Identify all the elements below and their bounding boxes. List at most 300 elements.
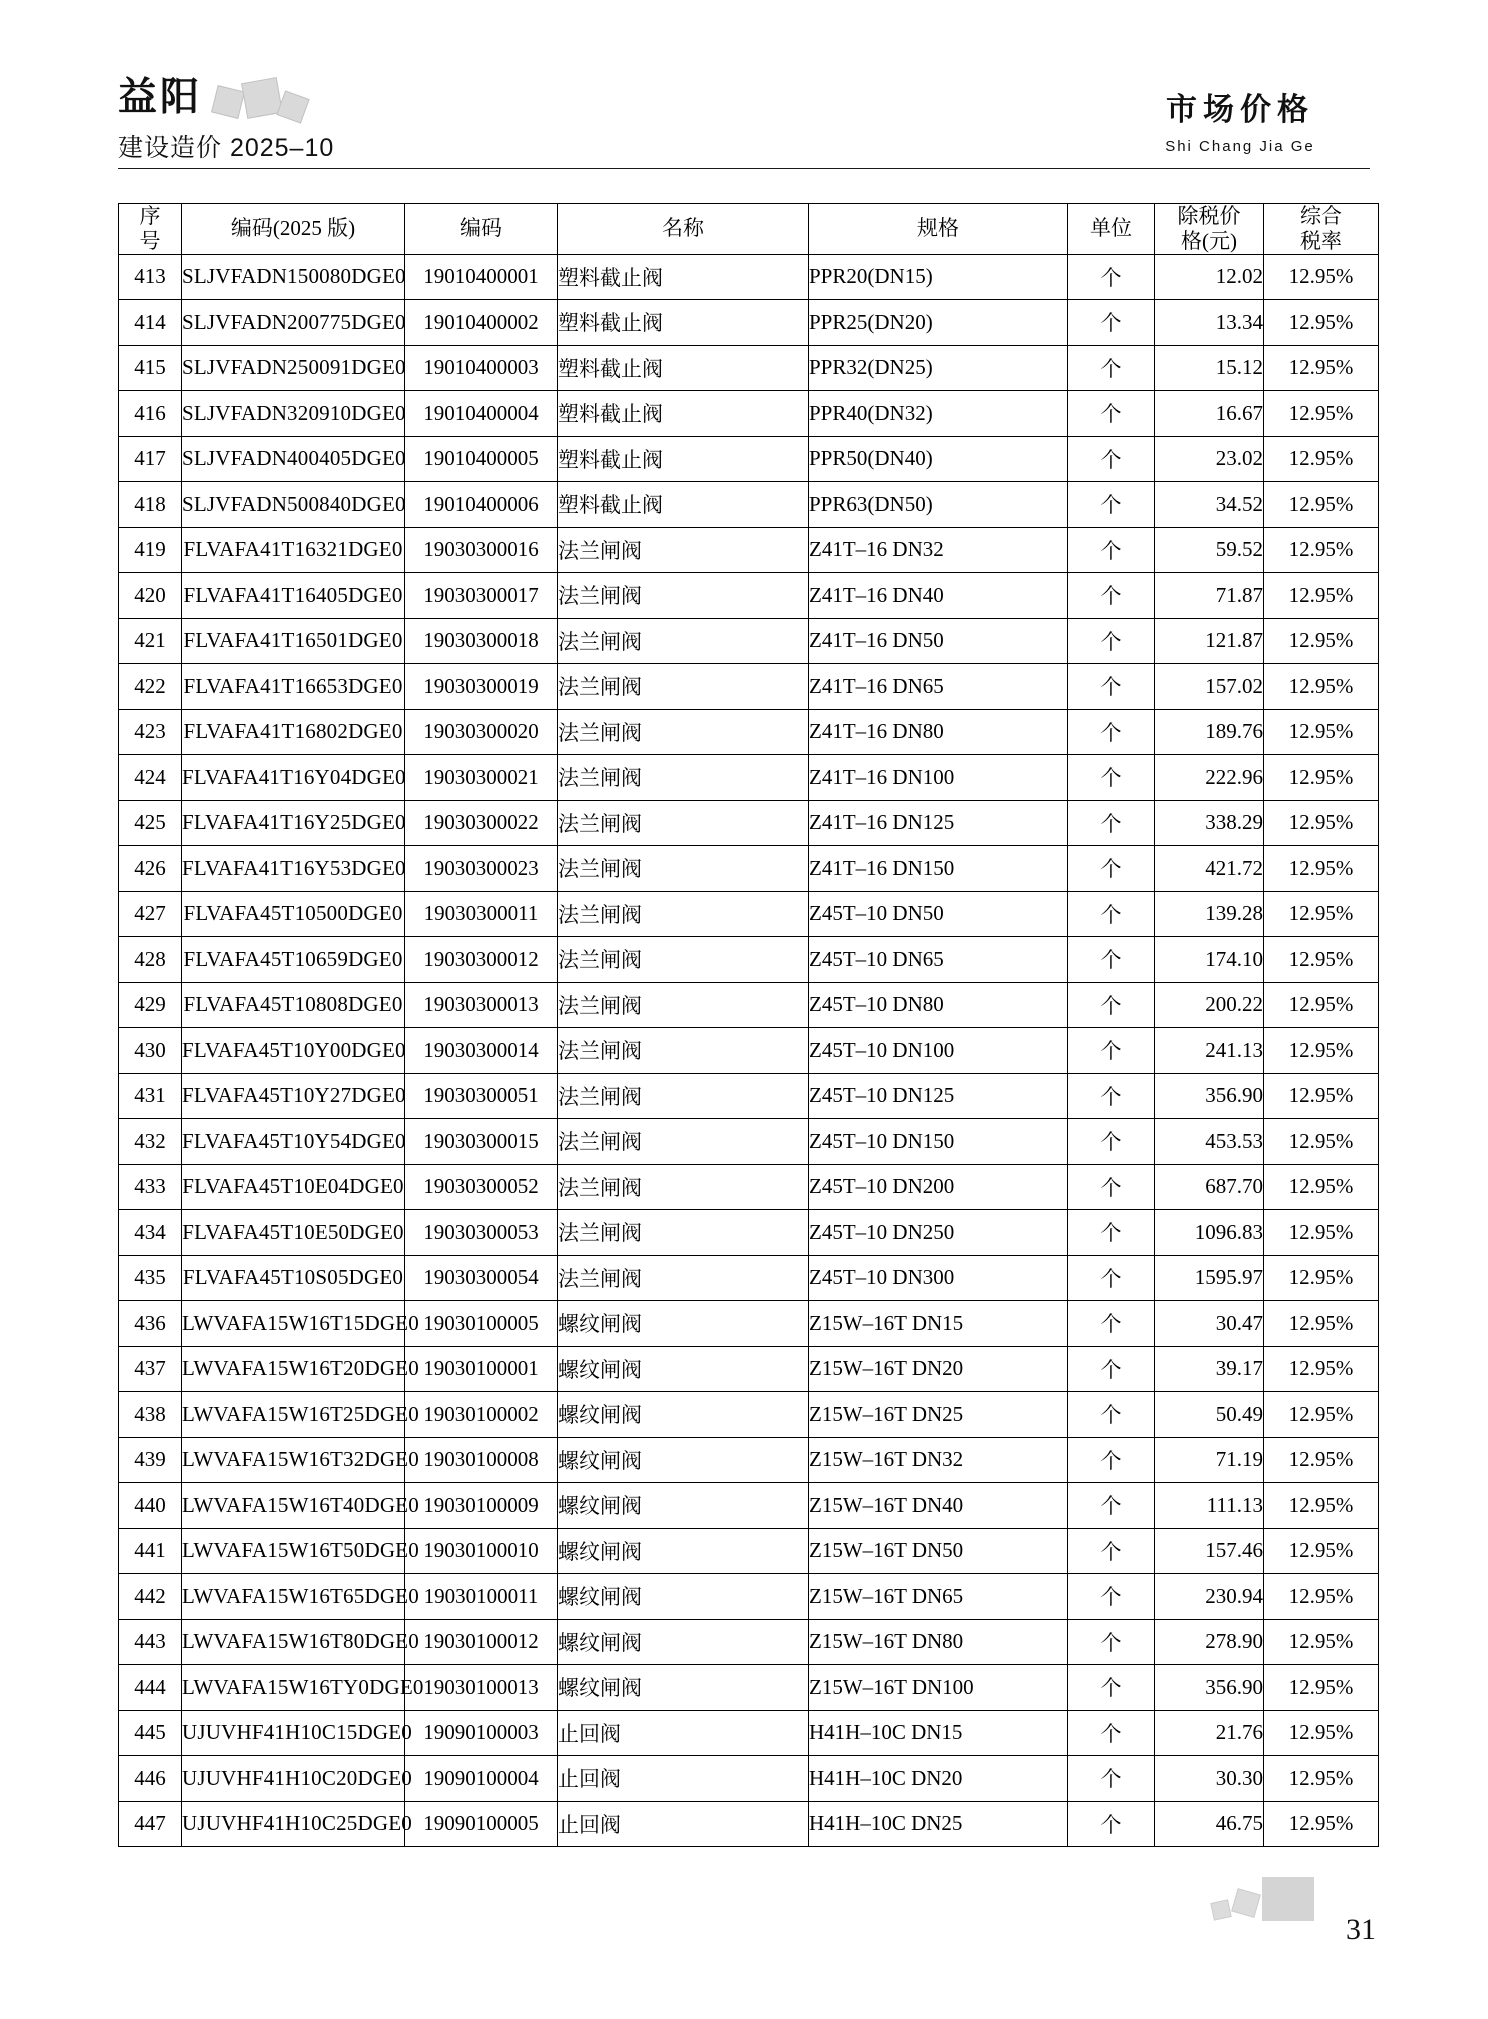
cell-name: 塑料截止阀 [558, 300, 809, 346]
cell-tax-rate: 12.95% [1264, 846, 1379, 892]
page-number: 31 [1346, 1913, 1376, 1946]
cell-index: 419 [119, 527, 182, 573]
table-header [119, 204, 1379, 255]
cell-code2025: LWVAFA15W16T40DGE0 [182, 1483, 405, 1529]
cell-code: 19030100011 [405, 1574, 558, 1620]
cell-unit: 个 [1068, 1574, 1155, 1620]
cell-code2025: FLVAFA41T16501DGE0 [182, 618, 405, 664]
cell-spec: Z15W–16T DN80 [809, 1619, 1068, 1665]
cell-code2025: FLVAFA41T16653DGE0 [182, 664, 405, 710]
cell-index: 426 [119, 846, 182, 892]
table-row [119, 1665, 1379, 1711]
cell-code2025: LWVAFA15W16T25DGE0 [182, 1392, 405, 1438]
cell-code: 19010400002 [405, 300, 558, 346]
cell-code: 19090100005 [405, 1801, 558, 1847]
cell-code: 19030300052 [405, 1164, 558, 1210]
cell-spec: Z41T–16 DN65 [809, 664, 1068, 710]
cell-index: 441 [119, 1528, 182, 1574]
table-row [119, 1210, 1379, 1256]
footer-diamond-small-icon [1210, 1899, 1231, 1920]
cell-code2025: FLVAFA41T16Y04DGE0 [182, 755, 405, 801]
cell-code: 19030100005 [405, 1301, 558, 1347]
cell-code: 19030300022 [405, 800, 558, 846]
cell-tax-rate: 12.95% [1264, 1392, 1379, 1438]
cell-code2025: FLVAFA45T10Y00DGE0 [182, 1028, 405, 1074]
cell-code2025: FLVAFA45T10E50DGE0 [182, 1210, 405, 1256]
cell-name: 法兰闸阀 [558, 573, 809, 619]
cell-index: 443 [119, 1619, 182, 1665]
cell-unit: 个 [1068, 1255, 1155, 1301]
cell-price: 30.47 [1155, 1301, 1264, 1347]
cell-name: 法兰闸阀 [558, 1164, 809, 1210]
cell-unit: 个 [1068, 1119, 1155, 1165]
cell-tax-rate: 12.95% [1264, 1619, 1379, 1665]
cell-spec: Z45T–10 DN65 [809, 937, 1068, 983]
cell-unit: 个 [1068, 1437, 1155, 1483]
table-row [119, 891, 1379, 937]
cell-code: 19030300020 [405, 709, 558, 755]
cell-tax-rate: 12.95% [1264, 1437, 1379, 1483]
table-row [119, 1301, 1379, 1347]
cell-index: 439 [119, 1437, 182, 1483]
cell-code: 19030300013 [405, 982, 558, 1028]
footer-block-decoration [1262, 1877, 1314, 1921]
cell-index: 432 [119, 1119, 182, 1165]
cell-index: 434 [119, 1210, 182, 1256]
cell-spec: Z41T–16 DN125 [809, 800, 1068, 846]
cell-price: 23.02 [1155, 436, 1264, 482]
cell-name: 法兰闸阀 [558, 527, 809, 573]
cell-name: 法兰闸阀 [558, 846, 809, 892]
table-row [119, 1483, 1379, 1529]
page-header [118, 78, 1370, 170]
cell-tax-rate: 12.95% [1264, 1483, 1379, 1529]
cell-unit: 个 [1068, 755, 1155, 801]
table-row [119, 1346, 1379, 1392]
table-row [119, 345, 1379, 391]
column-header-index: 序 号 [119, 204, 182, 255]
cell-name: 螺纹闸阀 [558, 1346, 809, 1392]
cell-tax-rate: 12.95% [1264, 1301, 1379, 1347]
cell-code2025: FLVAFA45T10Y54DGE0 [182, 1119, 405, 1165]
cell-code2025: FLVAFA41T16Y53DGE0 [182, 846, 405, 892]
cell-name: 止回阀 [558, 1801, 809, 1847]
cell-index: 418 [119, 482, 182, 528]
cell-unit: 个 [1068, 254, 1155, 300]
cell-tax-rate: 12.95% [1264, 345, 1379, 391]
cell-name: 塑料截止阀 [558, 254, 809, 300]
cell-code2025: UJUVHF41H10C25DGE0 [182, 1801, 405, 1847]
table-row [119, 254, 1379, 300]
cell-unit: 个 [1068, 482, 1155, 528]
price-table-container [118, 203, 1370, 1847]
cell-index: 416 [119, 391, 182, 437]
cell-code2025: FLVAFA45T10659DGE0 [182, 937, 405, 983]
cell-tax-rate: 12.95% [1264, 755, 1379, 801]
cell-code2025: LWVAFA15W16T65DGE0 [182, 1574, 405, 1620]
cell-code: 19030100002 [405, 1392, 558, 1438]
column-header-unit: 单位 [1068, 204, 1155, 255]
cell-index: 414 [119, 300, 182, 346]
cell-code2025: FLVAFA45T10Y27DGE0 [182, 1073, 405, 1119]
cell-unit: 个 [1068, 573, 1155, 619]
table-row [119, 846, 1379, 892]
cell-unit: 个 [1068, 1301, 1155, 1347]
table-row [119, 1756, 1379, 1802]
table-row [119, 1528, 1379, 1574]
cell-index: 427 [119, 891, 182, 937]
brand-right [1110, 84, 1370, 155]
cell-spec: Z15W–16T DN50 [809, 1528, 1068, 1574]
page-footer [1176, 1877, 1376, 1957]
cell-price: 1595.97 [1155, 1255, 1264, 1301]
cell-unit: 个 [1068, 527, 1155, 573]
cell-tax-rate: 12.95% [1264, 1028, 1379, 1074]
cell-code: 19010400001 [405, 254, 558, 300]
cell-index: 437 [119, 1346, 182, 1392]
cell-unit: 个 [1068, 1028, 1155, 1074]
cell-code: 19030300053 [405, 1210, 558, 1256]
cell-code: 19030100009 [405, 1483, 558, 1529]
cell-spec: PPR20(DN15) [809, 254, 1068, 300]
cell-index: 425 [119, 800, 182, 846]
cell-code: 19030100008 [405, 1437, 558, 1483]
cell-code2025: SLJVFADN400405DGE0 [182, 436, 405, 482]
cell-spec: Z15W–16T DN100 [809, 1665, 1068, 1711]
cell-price: 21.76 [1155, 1710, 1264, 1756]
cell-index: 417 [119, 436, 182, 482]
cell-price: 1096.83 [1155, 1210, 1264, 1256]
cell-code2025: LWVAFA15W16T32DGE0 [182, 1437, 405, 1483]
cell-code2025: SLJVFADN150080DGE0 [182, 254, 405, 300]
table-row [119, 391, 1379, 437]
cell-price: 356.90 [1155, 1665, 1264, 1711]
cell-index: 421 [119, 618, 182, 664]
cell-name: 止回阀 [558, 1756, 809, 1802]
cell-spec: Z41T–16 DN100 [809, 755, 1068, 801]
cell-spec: Z15W–16T DN65 [809, 1574, 1068, 1620]
cell-price: 241.13 [1155, 1028, 1264, 1074]
cell-spec: PPR25(DN20) [809, 300, 1068, 346]
decorative-diamonds-icon [214, 80, 334, 124]
table-row [119, 709, 1379, 755]
table-row [119, 1710, 1379, 1756]
cell-spec: H41H–10C DN20 [809, 1756, 1068, 1802]
cell-name: 止回阀 [558, 1710, 809, 1756]
table-row [119, 300, 1379, 346]
column-header-name: 名称 [558, 204, 809, 255]
cell-tax-rate: 12.95% [1264, 1164, 1379, 1210]
cell-unit: 个 [1068, 436, 1155, 482]
cell-code: 19030100013 [405, 1665, 558, 1711]
cell-code2025: LWVAFA15W16T50DGE0 [182, 1528, 405, 1574]
cell-unit: 个 [1068, 1710, 1155, 1756]
cell-price: 157.46 [1155, 1528, 1264, 1574]
cell-price: 222.96 [1155, 755, 1264, 801]
cell-name: 螺纹闸阀 [558, 1665, 809, 1711]
cell-name: 法兰闸阀 [558, 1028, 809, 1074]
cell-tax-rate: 12.95% [1264, 300, 1379, 346]
cell-unit: 个 [1068, 1665, 1155, 1711]
cell-code2025: FLVAFA41T16405DGE0 [182, 573, 405, 619]
cell-tax-rate: 12.95% [1264, 1346, 1379, 1392]
cell-unit: 个 [1068, 1756, 1155, 1802]
price-table [118, 203, 1379, 1847]
cell-code: 19030300023 [405, 846, 558, 892]
cell-code: 19030300011 [405, 891, 558, 937]
table-row [119, 755, 1379, 801]
cell-spec: Z45T–10 DN50 [809, 891, 1068, 937]
cell-spec: Z45T–10 DN200 [809, 1164, 1068, 1210]
cell-index: 447 [119, 1801, 182, 1847]
cell-index: 431 [119, 1073, 182, 1119]
cell-name: 法兰闸阀 [558, 664, 809, 710]
cell-unit: 个 [1068, 345, 1155, 391]
cell-name: 法兰闸阀 [558, 891, 809, 937]
cell-name: 螺纹闸阀 [558, 1392, 809, 1438]
cell-price: 453.53 [1155, 1119, 1264, 1165]
cell-unit: 个 [1068, 1483, 1155, 1529]
column-header-spec: 规格 [809, 204, 1068, 255]
cell-code2025: UJUVHF41H10C15DGE0 [182, 1710, 405, 1756]
cell-name: 塑料截止阀 [558, 345, 809, 391]
cell-index: 429 [119, 982, 182, 1028]
cell-code2025: FLVAFA45T10808DGE0 [182, 982, 405, 1028]
cell-price: 39.17 [1155, 1346, 1264, 1392]
cell-unit: 个 [1068, 891, 1155, 937]
cell-spec: H41H–10C DN25 [809, 1801, 1068, 1847]
cell-tax-rate: 12.95% [1264, 527, 1379, 573]
cell-index: 430 [119, 1028, 182, 1074]
publication-city: 益阳 [118, 76, 203, 119]
cell-tax-rate: 12.95% [1264, 664, 1379, 710]
table-row [119, 1073, 1379, 1119]
cell-spec: Z15W–16T DN20 [809, 1346, 1068, 1392]
table-row [119, 1392, 1379, 1438]
cell-index: 428 [119, 937, 182, 983]
cell-unit: 个 [1068, 1392, 1155, 1438]
cell-price: 46.75 [1155, 1801, 1264, 1847]
cell-unit: 个 [1068, 664, 1155, 710]
cell-code: 19010400006 [405, 482, 558, 528]
cell-index: 413 [119, 254, 182, 300]
cell-index: 435 [119, 1255, 182, 1301]
cell-tax-rate: 12.95% [1264, 391, 1379, 437]
cell-spec: Z45T–10 DN300 [809, 1255, 1068, 1301]
cell-spec: Z45T–10 DN125 [809, 1073, 1068, 1119]
cell-spec: Z41T–16 DN40 [809, 573, 1068, 619]
cell-name: 塑料截止阀 [558, 436, 809, 482]
table-row [119, 800, 1379, 846]
cell-price: 50.49 [1155, 1392, 1264, 1438]
cell-spec: PPR40(DN32) [809, 391, 1068, 437]
cell-code2025: FLVAFA45T10S05DGE0 [182, 1255, 405, 1301]
cell-price: 139.28 [1155, 891, 1264, 937]
cell-name: 法兰闸阀 [558, 937, 809, 983]
table-row [119, 1574, 1379, 1620]
cell-tax-rate: 12.95% [1264, 1255, 1379, 1301]
cell-unit: 个 [1068, 1801, 1155, 1847]
column-header-code: 编码 [405, 204, 558, 255]
cell-index: 438 [119, 1392, 182, 1438]
cell-name: 法兰闸阀 [558, 1210, 809, 1256]
cell-code: 19030300014 [405, 1028, 558, 1074]
cell-price: 34.52 [1155, 482, 1264, 528]
table-row [119, 1801, 1379, 1847]
cell-tax-rate: 12.95% [1264, 1210, 1379, 1256]
cell-code: 19010400004 [405, 391, 558, 437]
cell-code2025: LWVAFA15W16T80DGE0 [182, 1619, 405, 1665]
cell-tax-rate: 12.95% [1264, 573, 1379, 619]
column-header-price: 除税价 格(元) [1155, 204, 1264, 255]
cell-unit: 个 [1068, 1210, 1155, 1256]
cell-price: 30.30 [1155, 1756, 1264, 1802]
cell-code: 19010400003 [405, 345, 558, 391]
cell-price: 687.70 [1155, 1164, 1264, 1210]
cell-spec: Z41T–16 DN50 [809, 618, 1068, 664]
brand-left [118, 78, 538, 164]
cell-name: 塑料截止阀 [558, 391, 809, 437]
cell-code2025: FLVAFA41T16Y25DGE0 [182, 800, 405, 846]
cell-code2025: LWVAFA15W16T20DGE0 [182, 1346, 405, 1392]
section-title: 市场价格 [1166, 92, 1314, 127]
cell-index: 446 [119, 1756, 182, 1802]
cell-code: 19090100004 [405, 1756, 558, 1802]
cell-code2025: SLJVFADN320910DGE0 [182, 391, 405, 437]
cell-price: 338.29 [1155, 800, 1264, 846]
cell-code: 19030300015 [405, 1119, 558, 1165]
cell-tax-rate: 12.95% [1264, 937, 1379, 983]
cell-code: 19030300054 [405, 1255, 558, 1301]
cell-price: 13.34 [1155, 300, 1264, 346]
table-row [119, 982, 1379, 1028]
table-row [119, 1119, 1379, 1165]
cell-unit: 个 [1068, 709, 1155, 755]
cell-price: 230.94 [1155, 1574, 1264, 1620]
cell-tax-rate: 12.95% [1264, 1073, 1379, 1119]
cell-price: 71.87 [1155, 573, 1264, 619]
cell-code2025: LWVAFA15W16TY0DGE0 [182, 1665, 405, 1711]
cell-code2025: LWVAFA15W16T15DGE0 [182, 1301, 405, 1347]
table-row [119, 1255, 1379, 1301]
cell-price: 278.90 [1155, 1619, 1264, 1665]
cell-code: 19030100012 [405, 1619, 558, 1665]
cell-code: 19030300051 [405, 1073, 558, 1119]
cell-tax-rate: 12.95% [1264, 1756, 1379, 1802]
cell-price: 12.02 [1155, 254, 1264, 300]
cell-tax-rate: 12.95% [1264, 1119, 1379, 1165]
cell-tax-rate: 12.95% [1264, 436, 1379, 482]
cell-unit: 个 [1068, 300, 1155, 346]
cell-code2025: FLVAFA45T10500DGE0 [182, 891, 405, 937]
cell-price: 200.22 [1155, 982, 1264, 1028]
cell-code2025: SLJVFADN200775DGE0 [182, 300, 405, 346]
cell-price: 421.72 [1155, 846, 1264, 892]
table-row [119, 618, 1379, 664]
section-title-pinyin: Shi Chang Jia Ge [1165, 138, 1315, 155]
cell-price: 157.02 [1155, 664, 1264, 710]
cell-price: 189.76 [1155, 709, 1264, 755]
cell-spec: PPR63(DN50) [809, 482, 1068, 528]
cell-tax-rate: 12.95% [1264, 982, 1379, 1028]
cell-tax-rate: 12.95% [1264, 618, 1379, 664]
cell-name: 法兰闸阀 [558, 800, 809, 846]
cell-unit: 个 [1068, 982, 1155, 1028]
table-row [119, 1619, 1379, 1665]
cell-index: 415 [119, 345, 182, 391]
cell-index: 445 [119, 1710, 182, 1756]
table-row [119, 527, 1379, 573]
table-row [119, 482, 1379, 528]
cell-index: 436 [119, 1301, 182, 1347]
cell-price: 121.87 [1155, 618, 1264, 664]
cell-name: 法兰闸阀 [558, 709, 809, 755]
cell-code2025: FLVAFA41T16802DGE0 [182, 709, 405, 755]
table-header-row [119, 204, 1379, 255]
cell-code2025: FLVAFA45T10E04DGE0 [182, 1164, 405, 1210]
column-header-code2025: 编码(2025 版) [182, 204, 405, 255]
cell-name: 法兰闸阀 [558, 1255, 809, 1301]
cell-code2025: UJUVHF41H10C20DGE0 [182, 1756, 405, 1802]
cell-price: 16.67 [1155, 391, 1264, 437]
cell-code2025: FLVAFA41T16321DGE0 [182, 527, 405, 573]
cell-index: 423 [119, 709, 182, 755]
table-row [119, 1164, 1379, 1210]
cell-spec: PPR32(DN25) [809, 345, 1068, 391]
cell-code2025: SLJVFADN250091DGE0 [182, 345, 405, 391]
cell-spec: Z41T–16 DN80 [809, 709, 1068, 755]
cell-tax-rate: 12.95% [1264, 482, 1379, 528]
table-row [119, 1028, 1379, 1074]
cell-name: 法兰闸阀 [558, 1119, 809, 1165]
cell-price: 59.52 [1155, 527, 1264, 573]
cell-price: 15.12 [1155, 345, 1264, 391]
cell-unit: 个 [1068, 1619, 1155, 1665]
cell-unit: 个 [1068, 1073, 1155, 1119]
cell-spec: H41H–10C DN15 [809, 1710, 1068, 1756]
cell-tax-rate: 12.95% [1264, 709, 1379, 755]
table-row [119, 1437, 1379, 1483]
cell-index: 420 [119, 573, 182, 619]
cell-tax-rate: 12.95% [1264, 1665, 1379, 1711]
cell-spec: Z15W–16T DN25 [809, 1392, 1068, 1438]
cell-index: 422 [119, 664, 182, 710]
cell-name: 螺纹闸阀 [558, 1528, 809, 1574]
cell-tax-rate: 12.95% [1264, 1710, 1379, 1756]
cell-name: 螺纹闸阀 [558, 1619, 809, 1665]
cell-index: 440 [119, 1483, 182, 1529]
cell-price: 111.13 [1155, 1483, 1264, 1529]
cell-code: 19030300019 [405, 664, 558, 710]
cell-name: 塑料截止阀 [558, 482, 809, 528]
cell-spec: Z41T–16 DN150 [809, 846, 1068, 892]
cell-name: 法兰闸阀 [558, 618, 809, 664]
cell-spec: Z15W–16T DN15 [809, 1301, 1068, 1347]
cell-code: 19010400005 [405, 436, 558, 482]
table-row [119, 937, 1379, 983]
cell-code2025: SLJVFADN500840DGE0 [182, 482, 405, 528]
cell-tax-rate: 12.95% [1264, 891, 1379, 937]
cell-spec: Z45T–10 DN150 [809, 1119, 1068, 1165]
cell-unit: 个 [1068, 1528, 1155, 1574]
cell-tax-rate: 12.95% [1264, 1801, 1379, 1847]
cell-code: 19030100010 [405, 1528, 558, 1574]
cell-spec: Z45T–10 DN100 [809, 1028, 1068, 1074]
table-body [119, 254, 1379, 1847]
table-row [119, 664, 1379, 710]
cell-code: 19030300017 [405, 573, 558, 619]
cell-name: 螺纹闸阀 [558, 1301, 809, 1347]
